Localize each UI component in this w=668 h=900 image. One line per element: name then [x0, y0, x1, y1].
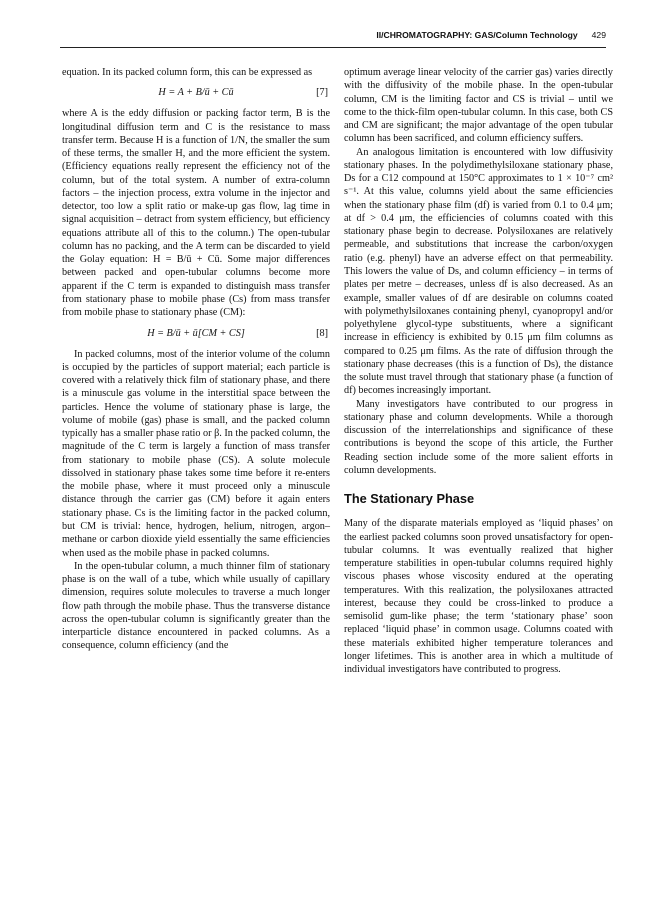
left-column — [62, 66, 330, 653]
paragraph: In packed columns, most of the interior volume of the column is occupied by the particles of support material; each particle is covered with a relatively thick film of stationary phase, and there is a minuscule gas volume in the interstitial space between the particles. Hence the volume of stationary phase is large, the volume of mobile (gas) phase is small, and the packed column typically has a smaller phase ratio or β. In the packed column, the magnitude of the C term is largely a function of mass transfer from stationary to mobile phase (CS). A solute molecule dissolved in stationary phase takes some time before it re-enters the mobile phase, where it must proceed only a minuscule distance through the carrier gas (CM) before it again enters stationary phase. Cs is the limiting factor in the packed column, but CM is trivial: hence, hydrogen, helium, nitrogen, argon–methane or carbon dioxide yield essentially the same efficiencies when used as the mobile phase in packed columns. — [62, 348, 330, 559]
paragraph: equation. In its packed column form, this can be expressed as — [62, 67, 313, 78]
paragraph: where A is the eddy diffusion or packing factor term, B is the longitudinal diffusion term and C is the resistance to mass transfer term. Because H is a function of 1/N, the smaller the sum of these terms, the smaller H, and the more efficient the system. (Efficiency equations really represent the efficiency not of the column, but of the total system. A number of extra-column factors – the injection process, extra volume in the injector and detector, too low a split ratio or make-up gas flow, lag time in signal acquisition – detract from system efficiency, but efficiency equations attribute all of this to the column.) The open-tubular column has no packing, and the A term can be discarded to yield the Golay equation: H = B/ū + Cū. Some major differences between packed and open-tubular columns become more apparent if the C term is expanded to distinguish mass transfer from stationary phase to mobile phase (Cs) from mass transfer from mobile phase to stationary phase (CM): — [62, 108, 330, 319]
right-column — [344, 66, 613, 676]
paragraph: In the open-tubular column, a much thinner film of stationary phase is on the wall of a tube, which while usually of capillary dimension, requires solute molecules to traverse a much longer flow path through the mobile phase. Thus the transverse distance across the open-tubular column is significantly greater than the interparticle distance encountered in packed columns. As a consequence, column efficiency (and the — [62, 560, 330, 652]
running-title: II/CHROMATOGRAPHY: GAS/Column Technology — [376, 30, 578, 40]
equation-expression: H = B/ū + ū[CM + CS] — [147, 327, 245, 339]
equation-7 — [62, 79, 330, 107]
equation-expression: H = A + B/ū + Cū — [158, 87, 234, 99]
equation-number: [7] — [316, 87, 328, 99]
running-header — [60, 30, 606, 46]
section-heading: The Stationary Phase — [344, 491, 475, 507]
paragraph: Many of the disparate materials employed as ‘liquid phases’ on the earliest packed columns soon proved unsatisfactory for open-tubular columns. It was eventually realized that higher temperature stabilities in open-tubular columns required highly viscous phases whose viscosity endured at the operating temperatures. With this realization, the polysiloxanes attracted interest, because they could be cross-linked to produce a semisolid gum-like phase; the term ‘stationary phase’ soon replaced ‘liquid phase’ in common usage. Columns coated with these materials exhibited higher temperature tolerances and longer lifetimes. This is another area in which a multitude of individual investigators have contributed to progress. — [344, 518, 613, 676]
header-rule — [60, 47, 606, 48]
equation-number: [8] — [316, 327, 328, 339]
paragraph: Many investigators have contributed to our progress in stationary phase and column developments. While a thorough discussion of the interrelationships and significance of these contributions is beyond the scope of this article, the Further Reading section include some of the more salient efforts in column developments. — [344, 398, 613, 476]
paragraph: optimum average linear velocity of the carrier gas) varies directly with the diffusivity of the mobile phase. In the open-tubular column, CM is the limiting factor and CS is trivial – until we come to the thick-film open-tubular column. In this case, both CS and CM are significant; the major advantage of the open tubular column has been sacrificed, and column efficiency suffers. — [344, 67, 613, 145]
paragraph: An analogous limitation is encountered with low diffusivity stationary phases. In the polydimethylsiloxane stationary phase, Ds for a C12 compound at 150°C approximates to 1 × 10⁻⁷ cm² s⁻¹. At this value, columns yield about the same efficiencies when the stationary phase film (df) is varied from 0.1 to 0.4 μm; at df > 0.4 μm, the efficiencies of columns coated with this stationary phase begin to decrease. Polysiloxanes are relatively permeable, and substitutions that increase the carbon/oxygen ratio (e.g. phenyl) have an adverse effect on that permeability. This lowers the value of Ds, and column efficiency – in terms of plates per metre – decreases, unless df is also decreased. As an example, smaller values of df are desirable on columns coated with polymethylsiloxanes containing phenyl, cyanopropyl and/or polyethylene glycol-type substituents, where a significant increase in efficiency is exhibited by 0.15 μm film columns as compared to 0.25 μm films. As the rate of diffusion through the stationary phase decreases (this is a function of Ds), the distance the solute must travel through that stationary phase (a function of df) becomes increasingly important. — [344, 146, 613, 397]
page-number: 429 — [591, 30, 606, 40]
equation-8 — [62, 320, 330, 348]
